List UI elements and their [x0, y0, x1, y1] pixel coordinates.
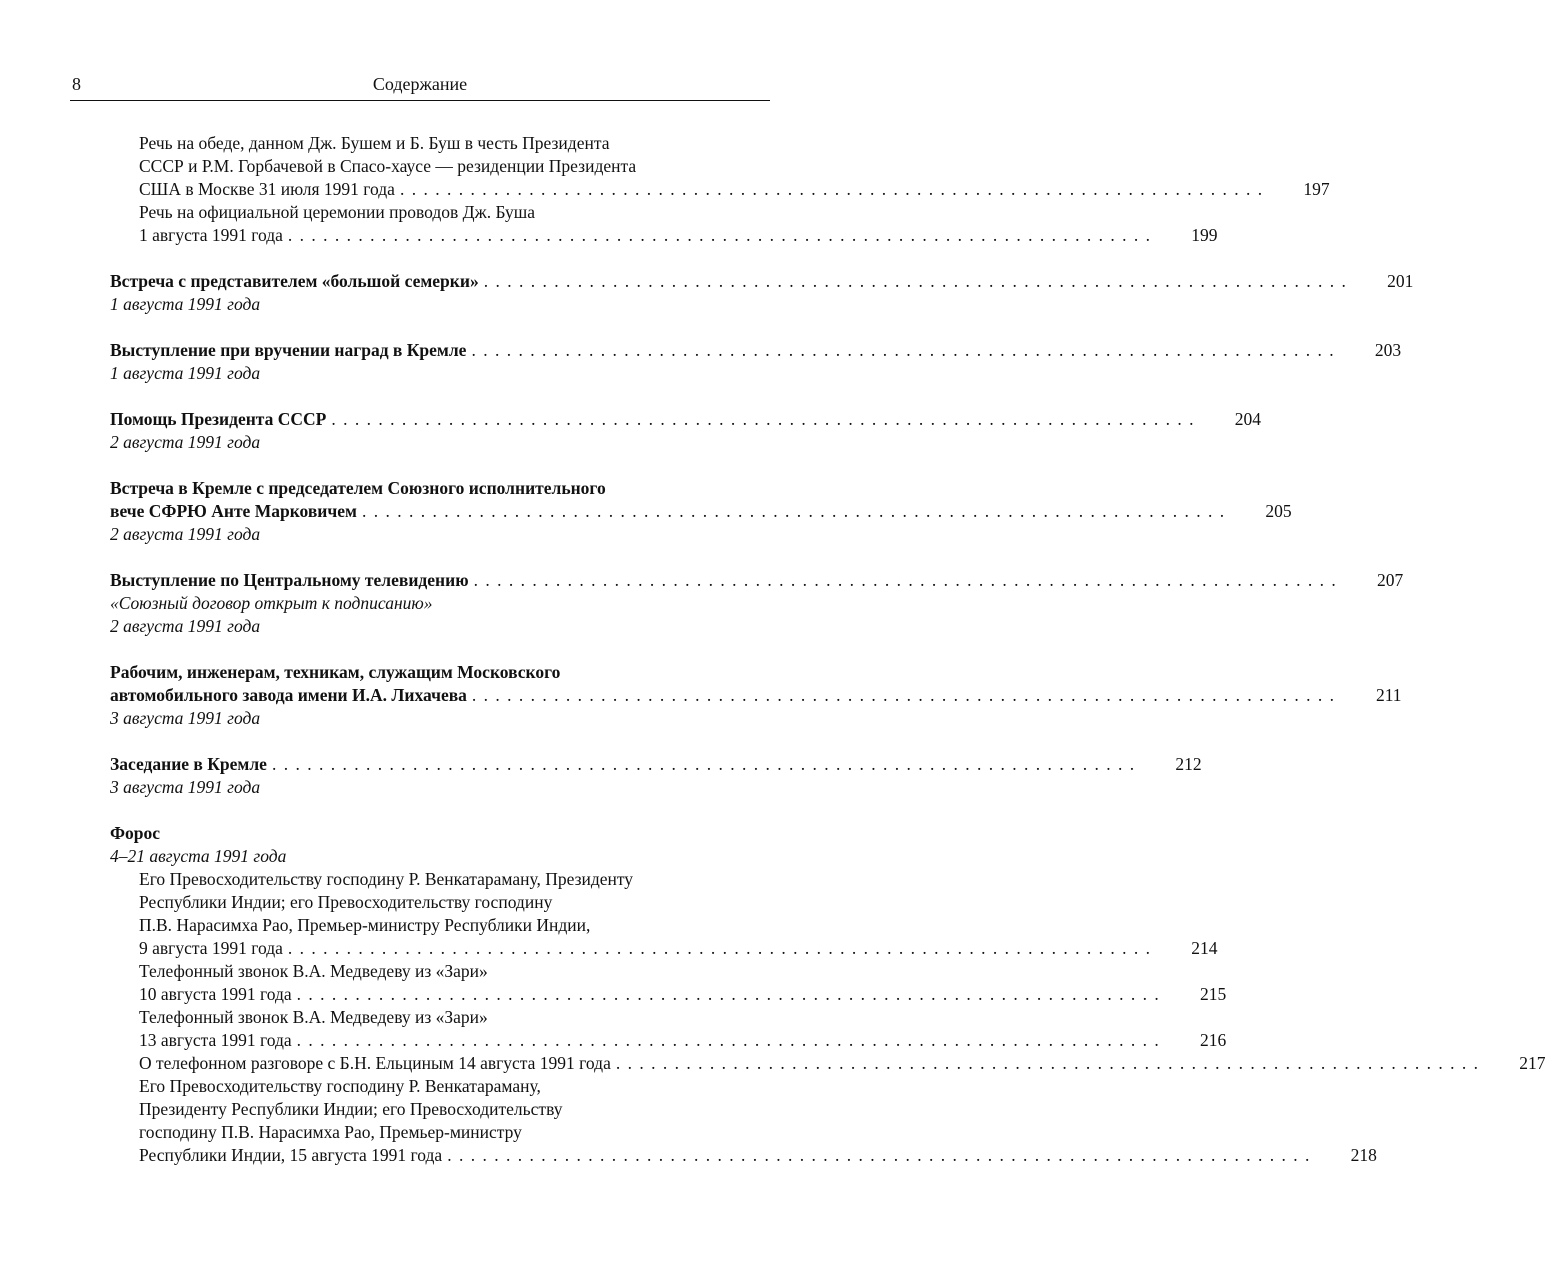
entry-title: Помощь Президента СССР [110, 409, 327, 429]
toc-text-line: 1 августа 1991 года [139, 225, 283, 245]
entry-title: Выступление при вручении наград в Кремле [110, 340, 467, 360]
entry-title: Встреча в Кремле с председателем Союзного исполнительного [110, 478, 606, 498]
page-ref: 204 [1234, 409, 1261, 429]
toc-leader-line [110, 983, 1227, 1006]
toc-entry[interactable] [110, 408, 1261, 454]
dot-leader: . . . . . . . . . . . . . . . . . . . . . . . . . . . . . . . . . . . . . . . . . . . . . . . . . . . . . . . . . . . . . . . . . . . . . . . . . . [399, 179, 1264, 199]
toc-entry[interactable] [110, 477, 1292, 546]
toc-text-line: Телефонный звонок В.А. Медведеву из «Зари» [139, 1007, 488, 1027]
toc-leader-line [110, 270, 1414, 293]
toc-subentry[interactable] [110, 201, 1218, 247]
toc-entry[interactable] [110, 661, 1402, 730]
dot-leader: . . . . . . . . . . . . . . . . . . . . . . . . . . . . . . . . . . . . . . . . . . . . . . . . . . . . . . . . . . . . . . . . . . . . . . . . . . [271, 754, 1136, 774]
dot-leader: . . . . . . . . . . . . . . . . . . . . . . . . . . . . . . . . . . . . . . . . . . . . . . . . . . . . . . . . . . . . . . . . . . . . . . . . . . [287, 938, 1152, 958]
toc-entry[interactable] [110, 569, 1404, 638]
toc-entry[interactable] [110, 753, 1202, 799]
entry-date: 2 августа 1991 года [110, 524, 261, 544]
toc-subentry[interactable] [110, 868, 1218, 960]
entry-title: вече СФРЮ Анте Марковичем [110, 501, 357, 521]
toc-text-line: Речь на официальной церемонии проводов Дж. Буша [139, 202, 536, 222]
toc-leader-line [110, 1144, 1377, 1167]
page-ref: 217 [1519, 1053, 1545, 1073]
toc-text-line: 10 августа 1991 года [139, 984, 292, 1004]
toc-leader-line [110, 178, 1330, 201]
dot-leader: . . . . . . . . . . . . . . . . . . . . . . . . . . . . . . . . . . . . . . . . . . . . . . . . . . . . . . . . . . . . . . . . . . . . . . . . . . [296, 1030, 1161, 1050]
page-ref: 216 [1200, 1030, 1227, 1050]
dot-leader: . . . . . . . . . . . . . . . . . . . . . . . . . . . . . . . . . . . . . . . . . . . . . . . . . . . . . . . . . . . . . . . . . . . . . . . . . . [447, 1145, 1311, 1165]
toc-leader-line [110, 1029, 1227, 1052]
dot-leader: . . . . . . . . . . . . . . . . . . . . . . . . . . . . . . . . . . . . . . . . . . . . . . . . . . . . . . . . . . . . . . . . . . . . . . . . . . [361, 501, 1226, 521]
entry-title: Выступление по Центральному телевидению [110, 570, 469, 590]
toc-text-line: 13 августа 1991 года [139, 1030, 292, 1050]
dot-leader: . . . . . . . . . . . . . . . . . . . . . . . . . . . . . . . . . . . . . . . . . . . . . . . . . . . . . . . . . . . . . . . . . . . . . . . . . . [296, 984, 1161, 1004]
toc-leader-line [110, 339, 1402, 362]
toc-leader-line [110, 408, 1261, 431]
dot-leader: . . . . . . . . . . . . . . . . . . . . . . . . . . . . . . . . . . . . . . . . . . . . . . . . . . . . . . . . . . . . . . . . . . . . . . . . . . [471, 340, 1336, 360]
toc-text-line: Республики Индии; его Превосходительству господину [139, 892, 553, 912]
toc-text-line: Его Превосходительству господину Р. Венкатараману, [139, 1076, 541, 1096]
entry-date: 2 августа 1991 года [110, 432, 261, 452]
toc-text-line: 9 августа 1991 года [139, 938, 283, 958]
entry-date: 1 августа 1991 года [110, 294, 261, 314]
section-title: Форос [110, 823, 161, 843]
toc-subentry[interactable] [110, 1006, 1227, 1052]
toc-text-line: Речь на обеде, данном Дж. Бушем и Б. Буш в честь Президента [139, 133, 610, 153]
toc-text-line: П.В. Нарасимха Рао, Премьер-министру Республики Индии, [139, 915, 591, 935]
page-ref: 201 [1387, 271, 1414, 291]
page-title: Содержание [372, 74, 468, 94]
page-ref: 212 [1175, 754, 1202, 774]
toc-text-line: Телефонный звонок В.А. Медведеву из «Зари» [139, 961, 488, 981]
dot-leader: . . . . . . . . . . . . . . . . . . . . . . . . . . . . . . . . . . . . . . . . . . . . . . . . . . . . . . . . . . . . . . . . . . . . . . . . . . [615, 1053, 1480, 1073]
toc-leader-line [110, 937, 1218, 960]
page-ref: 197 [1303, 179, 1330, 199]
dot-leader: . . . . . . . . . . . . . . . . . . . . . . . . . . . . . . . . . . . . . . . . . . . . . . . . . . . . . . . . . . . . . . . . . . . . . . . . . . [483, 271, 1348, 291]
toc-text-line: Республики Индии, 15 августа 1991 года [139, 1145, 443, 1165]
page-header [70, 72, 770, 101]
toc-text-line: США в Москве 31 июля 1991 года [139, 179, 395, 199]
toc-subentry[interactable] [110, 960, 1227, 1006]
toc-entry[interactable] [110, 270, 1414, 316]
dot-leader: . . . . . . . . . . . . . . . . . . . . . . . . . . . . . . . . . . . . . . . . . . . . . . . . . . . . . . . . . . . . . . . . . . . . . . . . . . [287, 225, 1152, 245]
page-ref: 211 [1375, 685, 1402, 705]
toc-subentry[interactable] [110, 1052, 1545, 1075]
toc-leader-line [110, 1052, 1545, 1075]
section-date: 4–21 августа 1991 года [110, 846, 287, 866]
page-ref: 214 [1191, 938, 1218, 958]
toc-leader-line [110, 684, 1402, 707]
toc-subentry[interactable] [110, 1075, 1377, 1167]
toc-leader-line [110, 569, 1404, 592]
toc-section-foros[interactable] [110, 822, 1545, 1167]
toc-text-line: Его Превосходительству господину Р. Венкатараману, Президенту [139, 869, 634, 889]
toc-text-line: СССР и Р.М. Горбачевой в Спасо-хаусе — резиденции Президента [139, 156, 637, 176]
toc-text-line: Президенту Республики Индии; его Превосходительству [139, 1099, 563, 1119]
entry-title: Заседание в Кремле [110, 754, 267, 774]
entry-date: 2 августа 1991 года [110, 616, 261, 636]
page-number: 8 [72, 74, 81, 94]
toc-leader-line [110, 224, 1218, 247]
dot-leader: . . . . . . . . . . . . . . . . . . . . . . . . . . . . . . . . . . . . . . . . . . . . . . . . . . . . . . . . . . . . . . . . . . . . . . . . . . [471, 685, 1336, 705]
page-ref: 205 [1265, 501, 1292, 521]
page-ref: 207 [1376, 570, 1404, 590]
toc-text-line: О телефонном разговоре с Б.Н. Ельциным 14 августа 1991 года [139, 1053, 611, 1073]
toc-entry[interactable] [110, 339, 1402, 385]
dot-leader: . . . . . . . . . . . . . . . . . . . . . . . . . . . . . . . . . . . . . . . . . . . . . . . . . . . . . . . . . . . . . . . . . . . . . . . . . . [473, 570, 1338, 590]
page-ref: 203 [1374, 340, 1402, 360]
dot-leader: . . . . . . . . . . . . . . . . . . . . . . . . . . . . . . . . . . . . . . . . . . . . . . . . . . . . . . . . . . . . . . . . . . . . . . . . . . [331, 409, 1195, 429]
entry-subtitle: «Союзный договор открыт к подписанию» [110, 593, 433, 613]
toc-leader-line [110, 753, 1202, 776]
entry-title: Встреча с представителем «большой семерки» [110, 271, 479, 291]
toc-text-line: господину П.В. Нарасимха Рао, Премьер-министру [139, 1122, 522, 1142]
table-of-contents [110, 132, 1545, 1167]
entry-date: 1 августа 1991 года [110, 363, 261, 383]
toc-subentry[interactable] [110, 132, 1330, 201]
page-ref: 215 [1200, 984, 1227, 1004]
page-ref: 199 [1191, 225, 1218, 245]
toc-leader-line [110, 500, 1292, 523]
page-ref: 218 [1350, 1145, 1377, 1165]
entry-title: Рабочим, инженерам, техникам, служащим Московского [110, 662, 561, 682]
entry-date: 3 августа 1991 года [110, 777, 261, 797]
entry-date: 3 августа 1991 года [110, 708, 261, 728]
entry-title: автомобильного завода имени И.А. Лихачева [110, 685, 467, 705]
